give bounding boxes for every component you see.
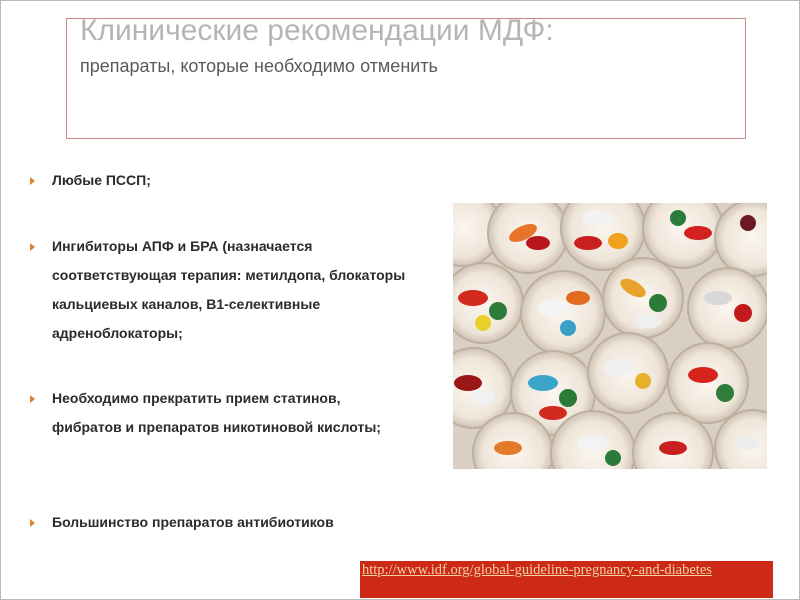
bullet-marker-icon bbox=[30, 243, 35, 251]
pills-image bbox=[453, 203, 767, 469]
slide-title: Клинические рекомендации МДФ: bbox=[80, 14, 554, 47]
slide-subtitle: препараты, которые необходимо отменить bbox=[80, 56, 438, 76]
bullet-text: Большинство препаратов антибиотиков bbox=[52, 514, 334, 530]
bullet-text: Любые ПССП; bbox=[52, 172, 151, 188]
reference-link[interactable]: http://www.idf.org/global-guideline-pregnancy-and-diabetes bbox=[362, 562, 712, 578]
pills-photo bbox=[453, 203, 767, 469]
bullet-text: Необходимо прекратить прием статинов, фибратов и препаратов никотиновой кислоты; bbox=[52, 390, 381, 435]
bullet-text: Ингибиторы АПФ и БРА (назначается соответствующая терапия: метилдопа, блокаторы кальциевых каналов, В1-селективные адреноблокаторы; bbox=[52, 238, 406, 341]
bullet-marker-icon bbox=[30, 395, 35, 403]
bullet-marker-icon bbox=[30, 177, 35, 185]
bullet-marker-icon bbox=[30, 519, 35, 527]
